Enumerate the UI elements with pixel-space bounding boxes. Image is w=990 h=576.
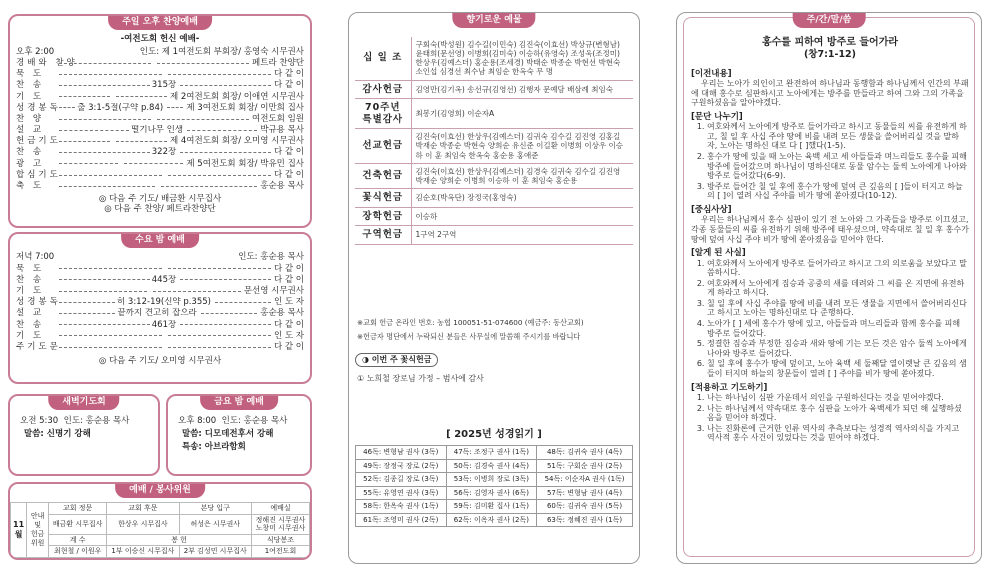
- offering-type: 감사헌금: [355, 80, 411, 99]
- sunday-order-detail-text: 315장: [151, 80, 177, 91]
- sunday-order-row: [10, 181, 310, 192]
- friday-special-song: 특송: 아브라함회: [182, 441, 246, 452]
- sunday-order-person: 다 같 이: [273, 69, 304, 80]
- wednesday-leader: 인도: 홍순용 목사: [238, 252, 304, 263]
- servants-header: 식당봉조: [251, 534, 309, 546]
- wednesday-order-item: 묵 도: [16, 263, 45, 274]
- sunday-order-detail: [59, 141, 167, 142]
- fact-item: 1. 여호와께서 노아에게 방주로 들어가라고 하시고 그의 의로움을 보았다고 말씀하시다.: [707, 259, 969, 278]
- offering-row: [355, 37, 633, 80]
- bible-reading-cell: 56독: 김영자 권사 (6독): [446, 486, 537, 500]
- bible-reading-cell: 60독: 김귀숙 권사 (5독): [537, 500, 633, 514]
- bible-reading-cell: 57독: 변형남 권사 (4독): [537, 486, 633, 500]
- offering-row: [355, 129, 633, 163]
- scripture-reference: (창7:1-12): [803, 49, 857, 61]
- sunday-order-person: 박규용 목사: [260, 125, 304, 136]
- section-facts: [알게 된 사실]: [691, 248, 746, 259]
- section-paragraphs: [문단 나누기]: [691, 111, 743, 122]
- wednesday-order-detail: [59, 335, 271, 336]
- bible-reading-cell: 47독: 조정구 권사 (1독): [446, 446, 537, 460]
- sunday-order-item: 설 교: [16, 125, 45, 136]
- offering-title: 향기로운 예물: [452, 13, 535, 28]
- servants-header: 예배실: [251, 503, 309, 515]
- sunday-order-person: 여전도회 임원: [252, 113, 304, 124]
- sunday-order-item: 경배와 찬양: [16, 57, 78, 68]
- wednesday-time: 저녁 7:00: [16, 252, 55, 263]
- sunday-order-item: 찬 송: [16, 147, 45, 158]
- bible-reading-table: [355, 445, 633, 527]
- offering-row: [355, 189, 633, 208]
- offering-row: [355, 80, 633, 99]
- friday-service-card: [166, 394, 312, 476]
- wednesday-order-item: 찬 송: [16, 319, 45, 330]
- fact-item: 5. 정결한 짐승과 부정한 짐승과 새와 땅에 기는 모든 것은 암수 둘씩 노아에게 나아와 방주로 들어갔다.: [707, 339, 969, 358]
- paragraph-list: [691, 122, 969, 201]
- friday-time: 오후 8:00: [178, 416, 217, 426]
- offering-type: 장학헌금: [355, 207, 411, 226]
- sunday-order-item: 성경봉독: [16, 102, 61, 113]
- wednesday-order-detail: [59, 308, 257, 318]
- wednesday-order-list: [10, 263, 310, 353]
- servants-cell: 정해진 시무권사: [255, 515, 306, 524]
- bible-reading-title: [ 2025년 성경읽기 ]: [446, 429, 542, 440]
- sunday-order-person: 제 2여전도회 회장/ 이애연 시무권사: [169, 91, 304, 102]
- application-item: 1. 나는 하나님이 심판 가운데서 의인을 구원하신다는 것을 믿어야겠다.: [707, 393, 969, 403]
- wednesday-order-row: [10, 297, 310, 308]
- section-application: [적용하고 기도하기]: [691, 382, 768, 393]
- wednesday-order-item: 기 도: [16, 285, 45, 296]
- wednesday-time-row: [10, 252, 310, 263]
- wednesday-service-card: [8, 232, 312, 384]
- offering-names: 1구역 2구역: [411, 226, 633, 245]
- flower-offering-text: ① 노희철 장로님 가정 – 범사에 감사: [357, 374, 484, 383]
- sunday-order-row: [10, 113, 310, 124]
- bible-reading-cell: 63독: 정혜진 권사 (1독): [537, 513, 633, 527]
- sunday-order-detail: [59, 163, 183, 164]
- wednesday-order-detail: [59, 291, 241, 292]
- offering-row: [355, 226, 633, 245]
- sunday-order-person: 페트라 찬양단: [252, 57, 304, 68]
- sunday-order-detail: [59, 147, 271, 157]
- application-list: [691, 393, 969, 443]
- wednesday-order-row: [10, 319, 310, 330]
- wednesday-order-row: [10, 263, 310, 274]
- sunday-order-detail: [59, 96, 167, 97]
- dawn-prayer-title: 새벽기도회: [48, 395, 119, 410]
- sunday-order-row: [10, 102, 310, 113]
- servants-header: 계 수: [49, 534, 107, 546]
- offering-row: [355, 163, 633, 188]
- sunday-order-row: [10, 80, 310, 91]
- dawn-time: 오전 5:30: [20, 416, 59, 426]
- bible-reading-cell: 50독: 김경숙 권사 (4독): [446, 459, 537, 473]
- sunday-order-item: 찬 양: [16, 113, 45, 124]
- wednesday-order-row: [10, 274, 310, 285]
- sunday-order-item: 합심기도: [16, 169, 61, 180]
- offering-row: [355, 99, 633, 129]
- offering-type: 꽃식헌금: [355, 189, 411, 208]
- wednesday-order-detail-text: 끝까지 견고히 잡으라: [117, 308, 197, 319]
- wednesday-order-person: 다 같 이: [273, 341, 304, 352]
- bible-reading-cell: 62독: 이옥자 권사 (2독): [446, 513, 537, 527]
- wednesday-order-detail: [59, 320, 271, 330]
- sunday-order-detail-text: 322장: [151, 147, 177, 158]
- sunday-order-row: [10, 58, 310, 69]
- servants-cell: 1여전도회: [251, 546, 309, 558]
- offering-names: 김진숙(이효선) 한상우(김예스더) 김경숙 김귀숙 김수길 김진영 박재순 양희순 이병희 이승하 이 훈 최임숙 홍순용: [411, 163, 633, 188]
- dawn-word: 말씀: 신명기 강해: [24, 429, 91, 440]
- wednesday-order-person: 다 같 이: [273, 263, 304, 274]
- wednesday-order-person: 인 도 자: [273, 330, 304, 341]
- wednesday-order-person: 다 같 이: [273, 319, 304, 330]
- wednesday-order-detail: [59, 275, 271, 285]
- wednesday-order-row: [10, 342, 310, 353]
- sunday-service-title: 주일 오후 찬양예배: [108, 15, 212, 30]
- servants-cell: 한상우 시무집사: [107, 514, 179, 534]
- wednesday-order-item: 성경봉독: [16, 297, 61, 308]
- sunday-order-detail-text: 떨기나무 인생: [131, 125, 184, 136]
- servants-header: 본당 입구: [179, 503, 251, 515]
- sunday-order-person: 제 5여전도회 회장/ 박유민 집사: [186, 158, 304, 169]
- servants-header: 교회 후문: [107, 503, 179, 515]
- weekly-word-title: 주/간/말/씀: [793, 13, 866, 28]
- bible-reading-cell: 51독: 구회순 권사 (2독): [537, 459, 633, 473]
- wednesday-order-item: 기 도: [16, 330, 45, 341]
- servants-cell: 배금환 시무집사: [49, 514, 107, 534]
- sunday-order-person: 제 3여전도회 회장/ 이만희 집사: [186, 102, 304, 113]
- facts-list: [691, 259, 969, 379]
- servants-header: 교회 정문: [49, 503, 107, 515]
- offering-names: 김순호(박옥단) 장정국(홍영숙): [411, 189, 633, 208]
- wednesday-order-person: 다 같 이: [273, 274, 304, 285]
- servants-month-unit: 월: [14, 529, 23, 539]
- dawn-time-row: [20, 416, 158, 426]
- wednesday-order-detail-text: 445장: [151, 274, 177, 285]
- sunday-order-person: 다 같 이: [273, 169, 304, 180]
- wednesday-order-person: 인 도 자: [273, 297, 304, 308]
- sunday-order-item: 묵 도: [16, 69, 45, 80]
- friday-service-title: 금요 밤 예배: [200, 395, 278, 410]
- servants-cell: 2부 김성민 시무집사: [179, 546, 251, 558]
- offering-type: 구역헌금: [355, 226, 411, 245]
- sunday-order-detail: [59, 186, 257, 187]
- offering-note: ※헌금자 명단에서 누락되신 분들은 사무실에 말씀해 주시기를 바랍니다: [357, 332, 581, 341]
- paragraph-item: 2. 홍수가 땅에 있을 때 노아는 육백 세고 세 아들들과 며느리들도 홍수를 피해 방주에 들어갔으며 하나님이 명하신대로 동물 암수는 둘씩 노아에게 나아와 방주로 들어갔다(6-9).: [707, 152, 969, 181]
- sunday-order-item: 헌금기도: [16, 136, 61, 147]
- wednesday-order-person: 홍순용 목사: [260, 308, 304, 319]
- wednesday-service-title: 수요 밤 예배: [121, 233, 199, 248]
- sunday-order-detail: [59, 80, 271, 90]
- sunday-order-row: [10, 69, 310, 80]
- bible-reading-cell: 54독: 이순자A 권사 (1독): [537, 473, 633, 487]
- flower-offering-label: ◑ 이번 주 꽃식헌금: [355, 353, 438, 367]
- sunday-leader: 인도: 제 1여전도회 부회장/ 홍영숙 시무권사: [139, 46, 304, 57]
- sunday-order-item: 찬 송: [16, 80, 45, 91]
- servants-table: [10, 502, 310, 558]
- bible-reading-cell: 53독: 이병희 장로 (3독): [446, 473, 537, 487]
- bible-reading-row: [356, 473, 633, 487]
- wednesday-order-detail-text: 히 3:12-19(신약 p.355): [117, 297, 211, 308]
- offering-names: 최봉기(김영희) 이순자A: [411, 99, 633, 129]
- fact-item: 4. 노아가 [ ] 세에 홍수가 땅에 있고, 아들들과 며느리들과 함께 홍수를 피해 방주로 들어갔다.: [707, 319, 969, 338]
- bible-reading-row: [356, 459, 633, 473]
- sunday-order-row: [10, 91, 310, 102]
- wednesday-order-detail: [59, 268, 271, 269]
- servants-header: 봉 헌: [107, 534, 252, 546]
- offering-type: 선교헌금: [355, 129, 411, 163]
- sunday-order-detail-text: 출 3:1-5절(구약 p.84): [77, 102, 164, 113]
- offering-names: 김영만(김기옥) 송선규(김영선) 김행자 문예담 배삼례 최임숙: [411, 80, 633, 99]
- servants-cell: 1부 이승신 시무집사: [107, 546, 179, 558]
- wednesday-order-item: 설 교: [16, 308, 45, 319]
- offering-names: 이승하: [411, 207, 633, 226]
- application-item: 3. 나는 진화론에 근거한 인류 역사의 추측보다는 성경적 역사의식을 가지고 역사적 홍수 사건이 있었다는 것을 믿어야 하겠다.: [707, 424, 969, 443]
- sunday-order-row: [10, 136, 310, 147]
- sunday-next-praise: ◎ 다음 주 찬양/ 페트라찬양단: [104, 204, 216, 215]
- servants-group: 안내: [30, 511, 45, 520]
- sermon-heading: 홍수를 피하여 방주로 들어가라: [761, 37, 899, 48]
- bible-reading-row: [356, 446, 633, 460]
- friday-time-row: [178, 416, 310, 426]
- previous-text: 우리는 노아가 의인이고 완전하여 하나님과 동행함과 하나님께서 인간의 부패에 대해 홍수로 심판하시고 노아에게는 방주를 만들라고 하여 그와 그의 가족을 구원하셨음을 알아야겠다.: [691, 79, 969, 108]
- sunday-order-detail: [59, 175, 271, 176]
- bible-reading-row: [356, 513, 633, 527]
- sunday-order-item: 축 도: [16, 181, 45, 192]
- servants-cell: 노창미 시무권사: [255, 524, 306, 533]
- weekly-word-panel: [676, 12, 982, 564]
- bible-reading-cell: 49독: 장정국 장로 (2독): [356, 459, 447, 473]
- sunday-order-person: 제 4여전도회 회장/ 오미영 시무권사: [169, 136, 304, 147]
- wednesday-order-item: 찬 송: [16, 274, 45, 285]
- friday-leader: 인도: 홍순용 목사: [221, 416, 288, 426]
- wednesday-order-item: 주기도문: [16, 341, 61, 352]
- section-previous: [이전내용]: [691, 68, 732, 79]
- sunday-order-person: 홍순용 목사: [260, 181, 304, 192]
- servants-cell: 허성은 시무권사: [179, 514, 251, 534]
- friday-word: 말씀: 디모데전후서 강해: [182, 429, 274, 440]
- sunday-order-detail: [59, 63, 249, 64]
- bible-reading-cell: 48독: 김귀숙 권사 (4독): [537, 446, 633, 460]
- sunday-order-detail: [59, 119, 249, 120]
- sunday-service-card: [8, 14, 312, 228]
- wednesday-order-detail: [59, 347, 271, 348]
- servants-card: [8, 482, 312, 560]
- section-central-idea: [중심사상]: [691, 205, 732, 216]
- servants-group: 헌금: [30, 529, 45, 538]
- sunday-subtitle: -여전도회 헌신 예배-: [120, 34, 200, 44]
- sunday-order-detail: [59, 74, 271, 75]
- offering-row: [355, 207, 633, 226]
- bible-reading-cell: 46독: 변형남 권사 (3독): [356, 446, 447, 460]
- offering-type: 건축헌금: [355, 163, 411, 188]
- servants-title: 예배 / 봉사위원: [115, 483, 205, 498]
- servants-group: 및: [34, 520, 42, 529]
- bible-reading-row: [356, 500, 633, 514]
- sunday-order-detail: [59, 125, 257, 135]
- wednesday-order-detail: [59, 297, 271, 307]
- servants-month-num: 11: [13, 520, 25, 530]
- wednesday-order-detail-text: 461장: [151, 319, 177, 330]
- paragraph-item: 3. 방주로 들어간 칠 일 후에 홍수가 땅에 덮여 큰 깊음의 [ ]들이 터지고 하늘의 [ ]이 열려 사십 주야를 비가 땅에 쏟아졌다(10-12).: [707, 182, 969, 201]
- fact-item: 3. 칠 일 후에 사십 주야를 땅에 비를 내려 모든 생물을 지면에서 쓸어버리신다고 하시고 노아는 명하신대로 다 준행하다.: [707, 299, 969, 318]
- wednesday-order-row: [10, 330, 310, 341]
- sunday-order-person: 다 같 이: [273, 147, 304, 158]
- paragraph-item: 1. 여호와께서 노아에게 방주로 들어가라고 하시고 동물들의 씨를 유전하게 하고, 칠 일 후 사십 주야 땅에 비를 내려 모든 생물을 쓸어버리실 것을 말하자, 노아는 명하신 대로 다 [ ]했다(1-5).: [707, 122, 969, 151]
- offering-account: ※교회 헌금 온라인 번호: 농협 100051-51-074600 (예금주: 동산교회): [357, 318, 584, 327]
- sunday-order-item: 광 고: [16, 158, 45, 169]
- sunday-time-row: [10, 46, 310, 57]
- dawn-prayer-card: [8, 394, 160, 476]
- offering-table: [355, 37, 633, 245]
- wednesday-order-row: [10, 308, 310, 319]
- servants-cell: 최현철 / 이원우: [49, 546, 107, 558]
- sunday-order-row: [10, 169, 310, 180]
- wednesday-next-prayer: ◎ 다음 주 기도/ 오미영 시무권사: [98, 355, 222, 366]
- sunday-order-row: [10, 125, 310, 136]
- bible-reading-cell: 58독: 한옥숙 권사 (1독): [356, 500, 447, 514]
- sunday-order-row: [10, 158, 310, 169]
- offering-panel: [348, 12, 640, 564]
- bible-reading-cell: 52독: 김종길 장로 (3독): [356, 473, 447, 487]
- worship-schedule-panel: [8, 12, 314, 564]
- offering-names: 구회숙(박성원) 김수길(이민숙) 김진숙(이효선) 박상규(변형남) 윤태희(문선영) 이병희(김미숙) 이승하(유영숙) 조성욱(조정미) 한상우(김예스더) 홍순용(조세경) 박태순 박종순 박현선 박현숙 소인섭 심경선 최수남 최임순 한옥숙 무 명: [411, 37, 633, 80]
- sunday-order-list: [10, 58, 310, 192]
- sunday-order-person: 다 같 이: [273, 80, 304, 91]
- wednesday-order-person: 문선영 시무권사: [243, 285, 304, 296]
- bible-reading-row: [356, 486, 633, 500]
- offering-names: 김진숙(이효선) 한상우(김예스더) 김귀숙 김수길 김진영 김홍길 박재순 박종순 박현숙 양희순 유신준 이길환 이병희 이상우 이승하 이 훈 최임숙 한옥숙 홍순용 홍애준: [411, 129, 633, 163]
- fact-item: 6. 칠 일 후에 홍수가 땅에 덮이고, 노아 육백 세 둘째달 열이렛날 큰 깊음의 샘들이 터지며 하늘의 창문들이 열려 [ ] 주야를 비가 땅에 쏟아졌다.: [707, 359, 969, 378]
- wednesday-order-row: [10, 286, 310, 297]
- sunday-order-detail: [59, 103, 183, 113]
- sunday-next-prayer: ◎ 다음 주 기도/ 배금환 시무집사: [98, 193, 222, 204]
- servants-group: 위원: [30, 538, 45, 547]
- bible-reading-cell: 55독: 유영연 권사 (3독): [356, 486, 447, 500]
- offering-type: 십 일 조: [355, 37, 411, 80]
- sunday-time: 오후 2:00: [16, 46, 55, 57]
- dawn-leader: 인도: 홍순용 목사: [63, 416, 130, 426]
- fact-item: 2. 여호와께서 노아에게 짐승과 공중의 새를 데려와 그 씨를 온 지면에 유전하게 하라고 하시다.: [707, 279, 969, 298]
- sunday-order-item: 기 도: [16, 91, 45, 102]
- bible-reading-cell: 59독: 김미환 집사 (1독): [446, 500, 537, 514]
- central-idea-text: 우리는 하나님께서 홍수 심판이 있기 전 노아와 그 가족들을 방주로 이끄셨고, 각종 동물들의 씨를 유전하기 위해 방주에 태우셨으며, 약속대로 칠 일 후 홍수가 땅에 덮여 사십 주야 비가 땅에 쏟아졌음을 믿어야 한다.: [691, 215, 969, 244]
- sunday-order-row: [10, 147, 310, 158]
- bible-reading-cell: 61독: 조영미 권사 (2독): [356, 513, 447, 527]
- offering-type: 70주년 특별감사: [355, 99, 411, 129]
- application-item: 2. 나는 하나님께서 약속대로 홍수 심판을 노아가 육백세가 되던 해 실행하셨음을 믿어야 하겠다.: [707, 404, 969, 423]
